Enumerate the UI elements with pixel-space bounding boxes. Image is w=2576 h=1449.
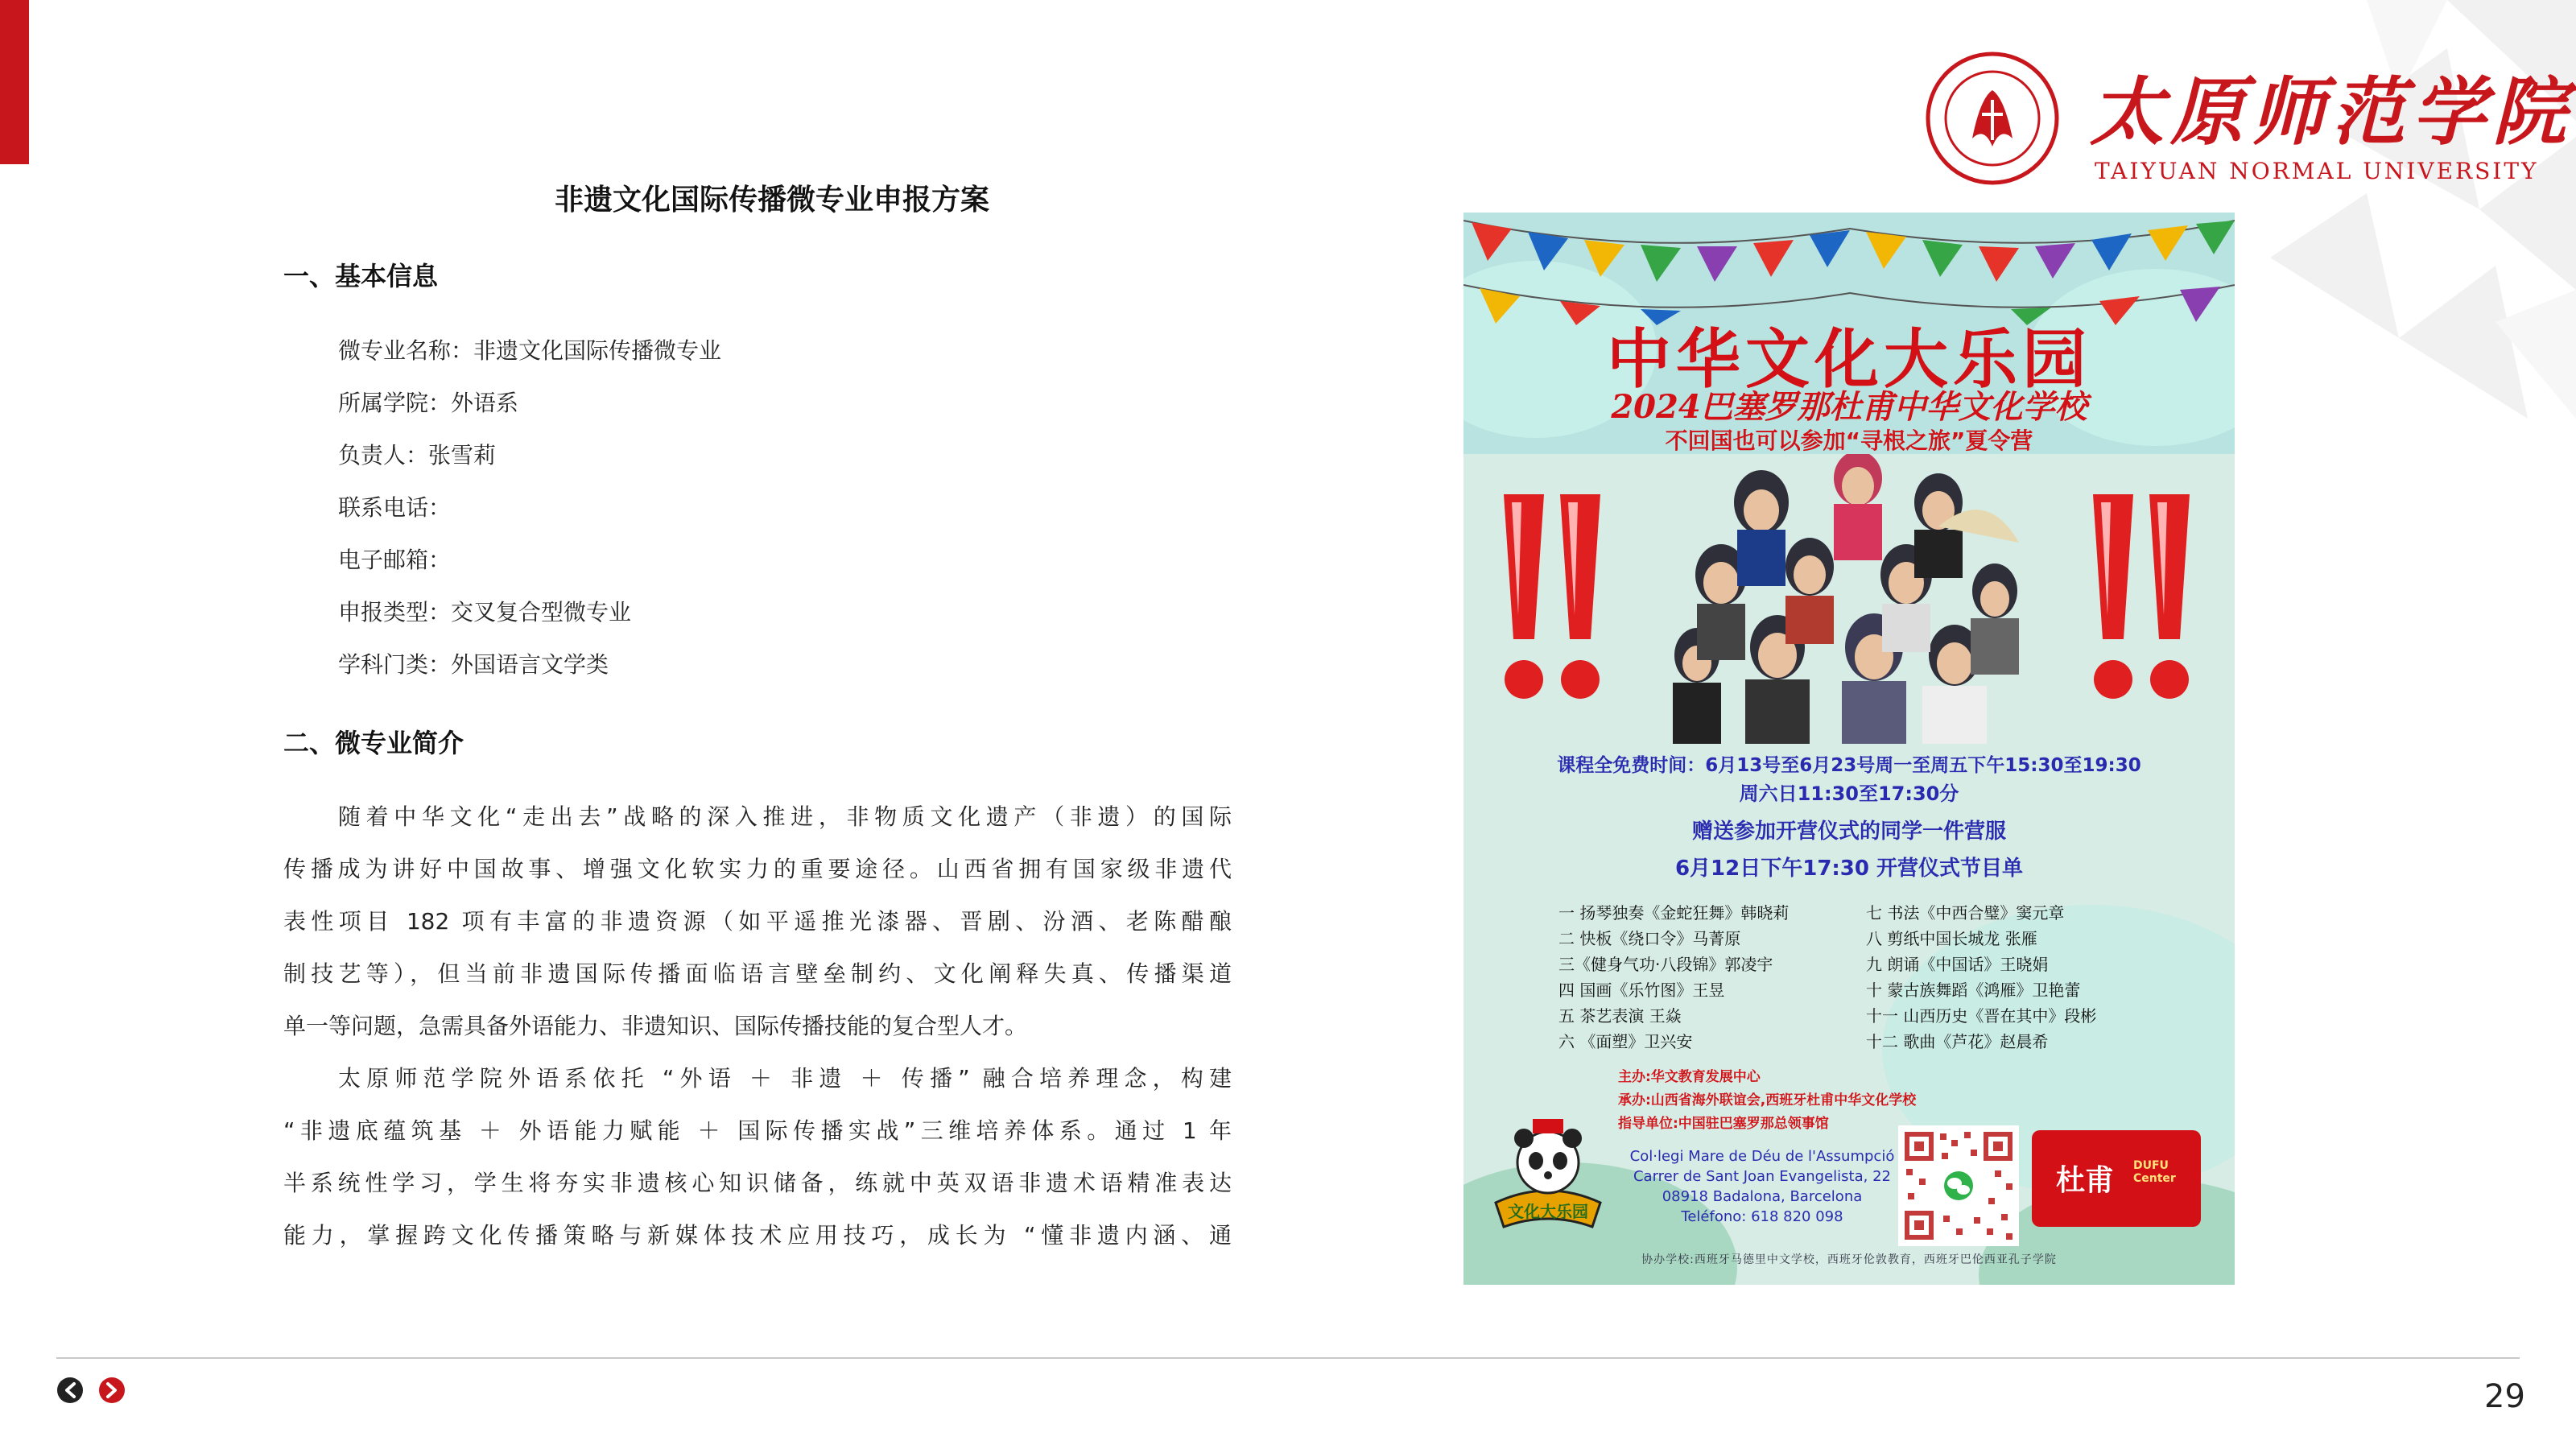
section-heading-intro: 二、微专业简介 [283, 728, 464, 758]
footer-divider [56, 1357, 2520, 1359]
dufu-center-logo [2032, 1130, 2201, 1227]
address-line: Carrer de Sant Joan Evangelista, 22 [1633, 1168, 1891, 1185]
next-page-icon[interactable] [98, 1377, 126, 1404]
info-line: 所属学院：外语系 [338, 390, 519, 416]
paragraph-line: 制技艺等），但当前非遗国际传播面临语言壁垒制约、文化阐释失真、传播渠道 [283, 960, 1232, 987]
info-line: 申报类型：交叉复合型微专业 [338, 599, 632, 625]
poster-schedule-1: 课程全免费时间：6月13号至6月23号周一至周五下午15:30至19:30 [1557, 755, 2141, 776]
info-line: 学科门类：外国语言文学类 [338, 651, 609, 678]
program-list-right [1866, 900, 2096, 1055]
program-item: 六 《面塑》卫兴安 [1558, 1032, 1693, 1051]
info-line: 电子邮箱： [338, 547, 452, 573]
intro-paragraph-1 [283, 791, 1232, 1052]
poster-gift-note: 赠送参加开营仪式的同学一件营服 [1691, 819, 2006, 844]
paragraph-line: “非遗底蕴筑基 ＋ 外语能力赋能 ＋ 国际传播实战”三维培养体系。通过 1 年 [283, 1117, 1232, 1144]
organizer-line: 承办:山西省海外联谊会,西班牙杜甫中华文化学校 [1618, 1092, 1917, 1108]
paragraph-line: 单一等问题，急需具备外语能力、非遗知识、国际传播技能的复合型人才。 [283, 1013, 1028, 1039]
teachers-photo-collage [1665, 454, 2035, 744]
program-item: 九 朗诵《中国话》王晓娟 [1866, 955, 2049, 974]
program-item: 八 剪纸中国长城龙 张雁 [1866, 929, 2037, 948]
wechat-qr-code-icon [1898, 1125, 2019, 1246]
poster-subtitle: 2024巴塞罗那杜甫中华文化学校 [1611, 388, 2087, 426]
poster-footer-co-organizers: 协办学校:西班牙马德里中文学校，西班牙伦敦教育，西班牙巴伦西亚孔子学院 [1641, 1253, 2057, 1266]
program-item: 七 书法《中西合璧》窦元章 [1866, 903, 2065, 923]
university-logo [1924, 47, 2574, 192]
program-item: 十二 歌曲《芦花》赵晨希 [1866, 1032, 2049, 1051]
panda-mascot-icon [1488, 1114, 1608, 1235]
poster-organizers [1618, 1066, 1916, 1136]
program-item: 三《健身气功·八段锦》郭凌宇 [1558, 955, 1773, 974]
program-item: 二 快板《绕口令》马菁原 [1558, 929, 1741, 948]
poster-title: 中华文化大乐园 [1607, 321, 2091, 397]
program-list-left [1558, 900, 1789, 1055]
organizer-line: 指导单位:中国驻巴塞罗那总领事馆 [1618, 1116, 1829, 1132]
paragraph-line: 随着中华文化“走出去”战略的深入推进，非物质文化遗产（非遗）的国际 [338, 803, 1232, 830]
address-line: 08918 Badalona, Barcelona [1662, 1188, 1863, 1205]
summer-camp-poster [1463, 213, 2235, 1285]
program-item: 四 国画《乐竹图》王昱 [1558, 980, 1725, 1000]
intro-paragraph-2 [283, 1052, 1232, 1261]
address-line: Col·legi Mare de Déu de l'Assumpció [1629, 1148, 1895, 1165]
section-heading-basic-info: 一、基本信息 [283, 261, 439, 291]
organizer-line: 主办:华文教育发展中心 [1618, 1069, 1761, 1085]
dufu-logo-cn: 杜甫 [2056, 1163, 2115, 1197]
exclamation-left-icon [1494, 486, 1615, 712]
paragraph-line: 半系统性学习，学生将夯实非遗核心知识储备，练就中英双语非遗术语精准表达 [283, 1170, 1232, 1196]
address-line: Teléfono: 618 820 098 [1681, 1208, 1843, 1225]
paragraph-line: 能力，掌握跨文化传播策略与新媒体技术应用技巧，成长为 “懂非遗内涵、通 [283, 1222, 1232, 1249]
paragraph-line: 太原师范学院外语系依托 “外语 ＋ 非遗 ＋ 传播” 融合培养理念，构建 [338, 1065, 1232, 1092]
poster-opening-title: 6月12日下午17:30 开营仪式节目单 [1674, 857, 2024, 881]
logo-english-name: TAIYUAN NORMAL UNIVERSITY [2095, 158, 2539, 184]
paragraph-line: 表性项目 182 项有丰富的非遗资源（如平遥推光漆器、晋剧、汾酒、老陈醋酿 [283, 908, 1232, 935]
previous-page-icon[interactable] [56, 1377, 84, 1404]
panda-mascot-label: 文化大乐园 [1508, 1202, 1588, 1221]
poster-subtitle-2: 不回国也可以参加“寻根之旅”夏令营 [1665, 427, 2033, 454]
university-seal-icon [1924, 50, 2061, 187]
poster-schedule-2: 周六日11:30至17:30分 [1739, 782, 1959, 805]
program-item: 一 扬琴独奏《金蛇狂舞》韩晓莉 [1558, 903, 1790, 923]
paragraph-line: 传播成为讲好中国故事、增强文化软实力的重要途径。山西省拥有国家级非遗代 [283, 856, 1232, 882]
info-line: 联系电话： [338, 494, 452, 521]
dufu-logo-en: DUFU Center [2133, 1159, 2176, 1185]
logo-chinese-name: 太原师范学院 [2090, 68, 2574, 155]
exclamation-right-icon [2083, 486, 2204, 712]
poster-address [1629, 1146, 1895, 1227]
page-title: 非遗文化国际传播微专业申报方案 [554, 184, 989, 217]
info-line: 微专业名称：非遗文化国际传播微专业 [338, 337, 722, 364]
info-line: 负责人：张雪莉 [338, 442, 497, 469]
brand-accent-bar [0, 0, 29, 164]
program-item: 十一 山西历史《晋在其中》段彬 [1866, 1006, 2097, 1026]
program-item: 五 茶艺表演 王焱 [1558, 1006, 1682, 1026]
program-item: 十 蒙古族舞蹈《鸿雁》卫艳蕾 [1866, 980, 2081, 1000]
page-number: 29 [2484, 1378, 2525, 1415]
